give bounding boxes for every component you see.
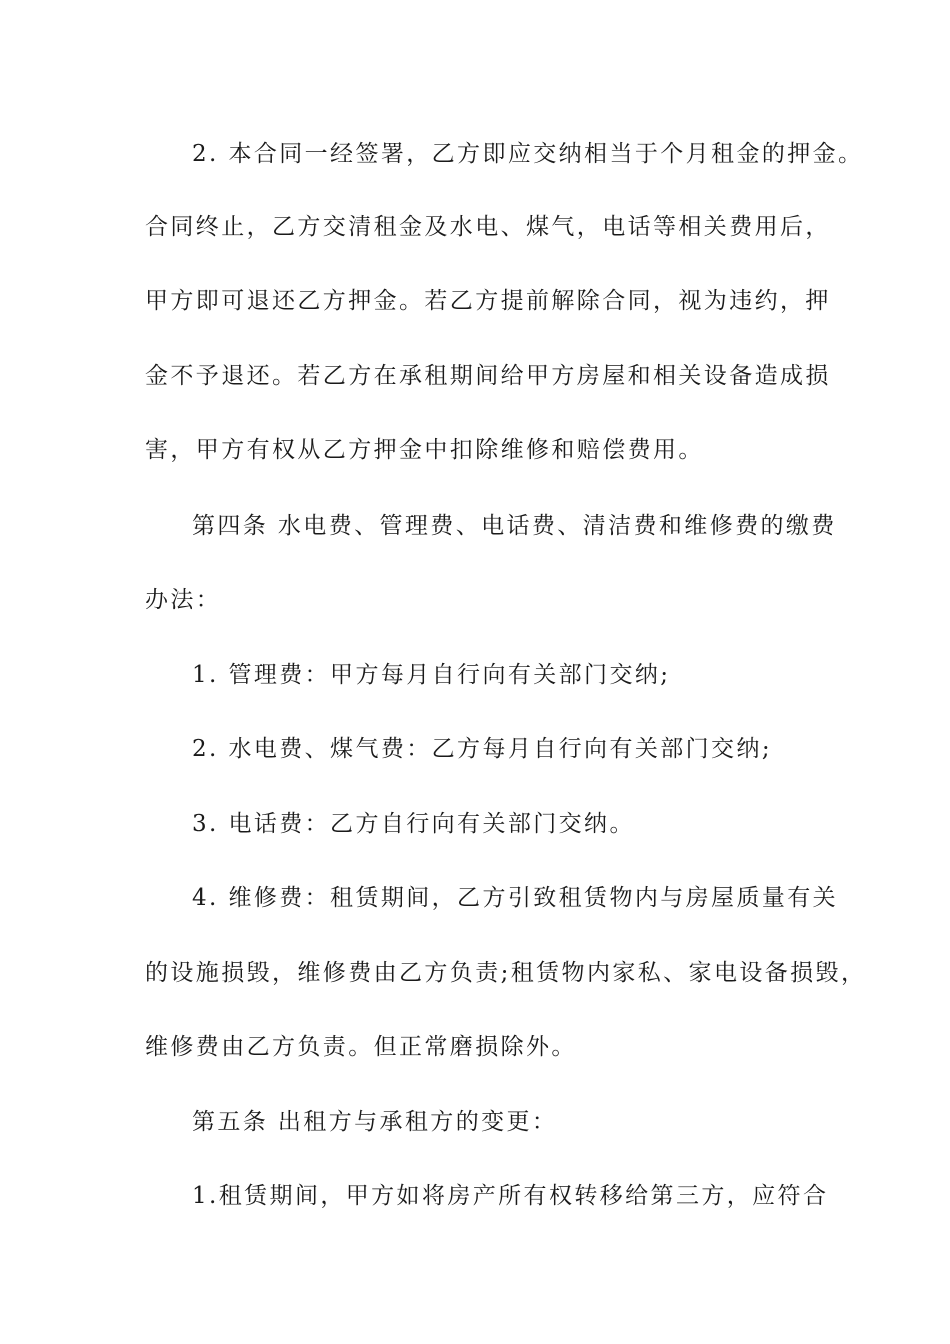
text-line: 合同终止，乙方交清租金及水电、煤气，电话等相关费用后， <box>145 214 831 240</box>
text-line: 甲方即可退还乙方押金。若乙方提前解除合同，视为违约，押 <box>145 288 831 314</box>
text-line-deposit-clause: 2. 本合同一经签署，乙方即应交纳相当于个月租金的押金。 <box>192 141 864 167</box>
article-four-heading: 第四条 水电费、管理费、电话费、清洁费和维修费的缴费 <box>192 513 837 539</box>
list-item-maintenance-fee: 4. 维修费：租赁期间，乙方引致租赁物内与房屋质量有关 <box>192 885 839 911</box>
list-item-phone-fee: 3. 电话费：乙方自行向有关部门交纳。 <box>192 811 635 837</box>
text-line: 维修费由乙方负责。但正常磨损除外。 <box>145 1034 577 1060</box>
article-five-heading: 第五条 出租方与承租方的变更： <box>192 1109 558 1135</box>
text-line: 金不予退还。若乙方在承租期间给甲方房屋和相关设备造成损 <box>145 363 831 389</box>
text-line: 害，甲方有权从乙方押金中扣除维修和赔偿费用。 <box>145 437 704 463</box>
text-line: 办法： <box>145 587 222 613</box>
text-line: 的设施损毁，维修费由乙方负责;租赁物内家私、家电设备损毁， <box>145 960 867 986</box>
list-item-management-fee: 1. 管理费：甲方每月自行向有关部门交纳; <box>192 662 671 688</box>
list-item-utilities-fee: 2. 水电费、煤气费：乙方每月自行向有关部门交纳; <box>192 736 773 762</box>
list-item-ownership-transfer: 1.租赁期间，甲方如将房产所有权转移给第三方，应符合 <box>192 1183 829 1209</box>
